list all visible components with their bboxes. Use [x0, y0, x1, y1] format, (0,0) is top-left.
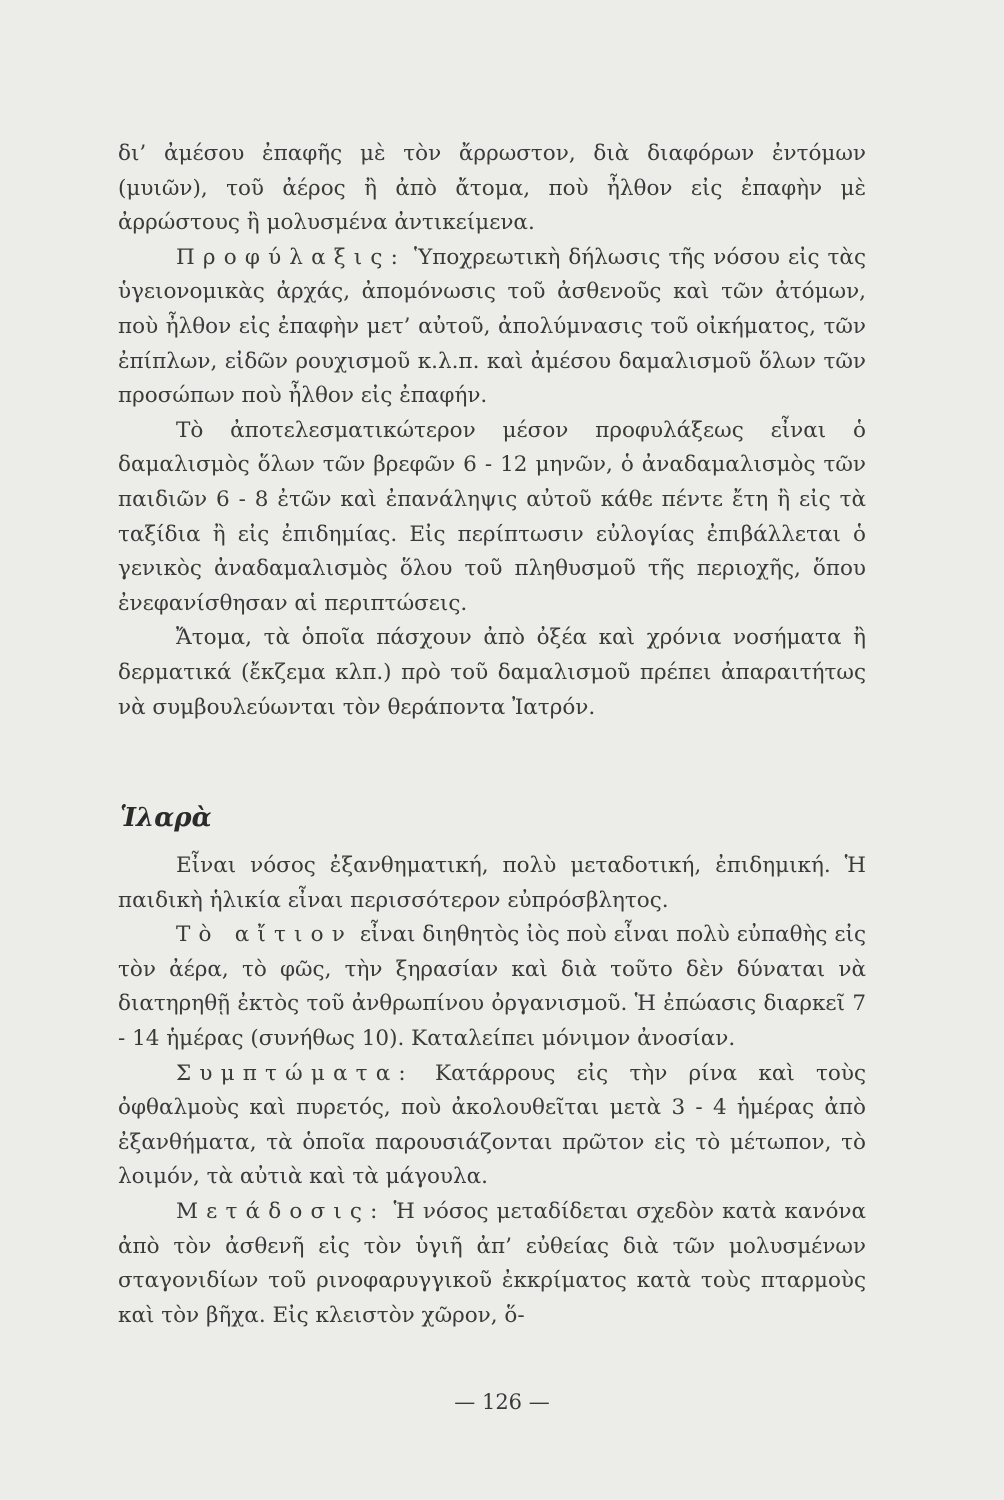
spaced-label-symptomata: Συμπτώματα:	[176, 1060, 414, 1086]
body-text-top	[118, 137, 866, 725]
paragraph-text: Τὸ ἀποτελεσματικώτερον μέσον προφυλάξεως εἶναι ὁ δαμαλισμὸς ὅλων τῶν βρεφῶν 6 - 12 μηνῶν, ὁ ἀναδαμαλισμὸς τῶν παιδιῶν 6 - 8 ἐτῶν καὶ ἐπανάληψις αὐτοῦ κάθε πέντε ἔτη ἢ εἰς τὰ ταξίδια ἢ εἰς ἐπιδημίας. Εἰς περίπτωσιν εὐλογίας ἐπιβάλλεται ὁ γενικὸς ἀναδαμαλισμὸς ὅλου τοῦ πληθυσμοῦ τῆς περιοχῆς, ὅπου ἐνεφανίσθησαν αἱ περιπτώσεις.	[118, 417, 866, 616]
paragraph-text: Ὑποχρεωτικὴ δήλωσις τῆς νόσου εἰς τὰς ὑγειονομικὰς ἀρχάς, ἀπομόνωσις τοῦ ἀσθενοῦς καὶ τῶν ἀτόμων, ποὺ ἦλθον εἰς ἐπαφὴν μετ’ αὐτοῦ, ἀπολύμνασις τοῦ οἰκήματος, τῶν ἐπίπλων, εἰδῶν ρουχισμοῦ κ.λ.π. καὶ ἀμέσου δαμαλισμοῦ ὅλων τῶν προσώπων ποὺ ἦλθον εἰς ἐπαφήν.	[118, 244, 866, 409]
body-text-ilara	[118, 849, 866, 1333]
page-number: — 126 —	[454, 1390, 550, 1414]
paragraph-prevention	[118, 241, 866, 414]
spaced-label-metadosis: Μετάδοσις:	[176, 1198, 386, 1224]
paragraph-cause	[118, 918, 866, 1056]
paragraph-text: Ἡ νόσος μεταδίδεται σχεδὸν κατὰ κανόνα ἀπὸ τὸν ἀσθενῆ εἰς τὸν ὑγιῆ ἀπ’ εὐθείας διὰ τῶν μολυσμένων σταγονιδίων τοῦ ρινοφαρυγγικοῦ ἐκκρίματος κατὰ τοὺς πταρμοὺς καὶ τὸν βῆχα. Εἰς κλειστὸν χῶρον, ὅ-	[118, 1198, 866, 1328]
paragraph-transmission	[118, 137, 866, 241]
spaced-label-aition: Τὸ αἴτιον	[176, 922, 353, 948]
paragraph-text: Κατάρρους εἰς τὴν ρίνα καὶ τοὺς ὀφθαλμοὺς καὶ πυρετός, ποὺ ἀκολουθεῖται μετὰ 3 - 4 ἡμέρας ἀπὸ ἐξανθήματα, τὰ ὁποῖα παρουσιάζονται πρῶτον εἰς τὸ μέτωπον, τὸ λοιμόν, τὰ αὐτιὰ καὶ τὰ μάγουλα.	[118, 1060, 866, 1190]
paragraph-vaccination	[118, 414, 866, 622]
spaced-label-profylaxis: Προφύλαξις:	[176, 244, 407, 270]
paragraph-text: δι’ ἀμέσου ἐπαφῆς μὲ τὸν ἄρρωστον, διὰ διαφόρων ἐντόμων (μυιῶν), τοῦ ἀέρος ἢ ἀπὸ ἄτομα, ποὺ ἦλθον εἰς ἐπαφὴν μὲ ἀρρώστους ἢ μολυσμένα ἀντικείμενα.	[118, 141, 866, 236]
paragraph-chronic-patients	[118, 621, 866, 725]
paragraph-text: Εἶναι νόσος ἐξανθηματική, πολὺ μεταδοτική, ἐπιδημική. Ἡ παιδικὴ ἡλικία εἶναι περισσότερον εὐπρόσβλητος.	[118, 853, 866, 913]
paragraph-symptoms	[118, 1057, 866, 1195]
paragraph-text: εἶναι διηθητὸς ἰὸς ποὺ εἶναι πολὺ εὐπαθὴς εἰς τὸν ἀέρα, τὸ φῶς, τὴν ξηρασίαν καὶ διὰ τοῦτο δὲν δύναται νὰ διατηρηθῇ ἐκτὸς τοῦ ἀνθρωπίνου ὀργανισμοῦ. Ἡ ἐπώασις διαρκεῖ 7 - 14 ἡμέρας (συνήθως 10). Καταλείπει μόνιμον ἀνοσίαν.	[118, 922, 866, 1051]
section-heading-ilara: Ἱλαρὰ	[120, 803, 212, 833]
paragraph-text: Ἄτομα, τὰ ὁποῖα πάσχουν ἀπὸ ὀξέα καὶ χρόνια νοσήματα ἢ δερματικά (ἔκζεμα κλπ.) πρὸ τοῦ δαμαλισμοῦ πρέπει ἀπαραιτήτως νὰ συμβουλεύωνται τὸν θεράποντα Ἰατρόν.	[118, 625, 866, 720]
paragraph-transmission-ilara	[118, 1195, 866, 1333]
paragraph-definition	[118, 849, 866, 918]
